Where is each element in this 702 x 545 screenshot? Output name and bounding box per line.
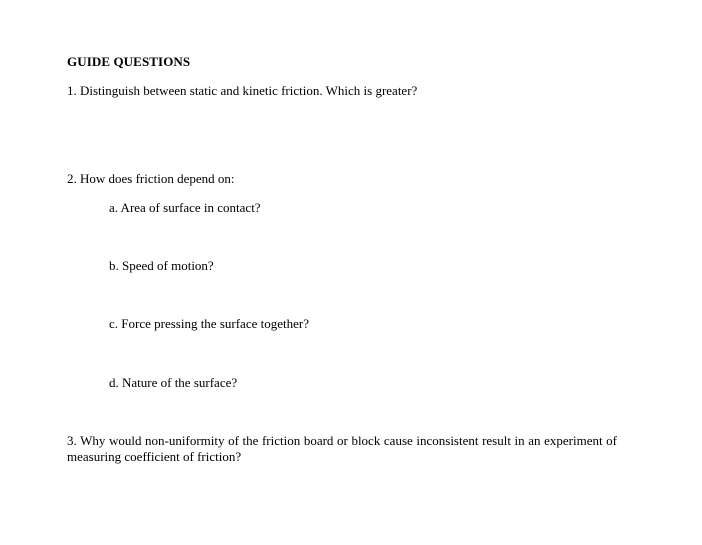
question-2: 2. How does friction depend on:	[67, 171, 235, 186]
question-1: 1. Distinguish between static and kinetic friction. Which is greater?	[67, 83, 418, 98]
question-2d: d. Nature of the surface?	[109, 375, 238, 390]
question-2a: a. Area of surface in contact?	[109, 200, 261, 215]
question-3: 3. Why would non-uniformity of the friction board or block cause inconsistent result in an experiment of measuring coefficient of friction?	[67, 433, 617, 464]
question-2c: c. Force pressing the surface together?	[109, 316, 309, 331]
section-heading: GUIDE QUESTIONS	[67, 54, 191, 69]
question-2b: b. Speed of motion?	[109, 258, 214, 273]
